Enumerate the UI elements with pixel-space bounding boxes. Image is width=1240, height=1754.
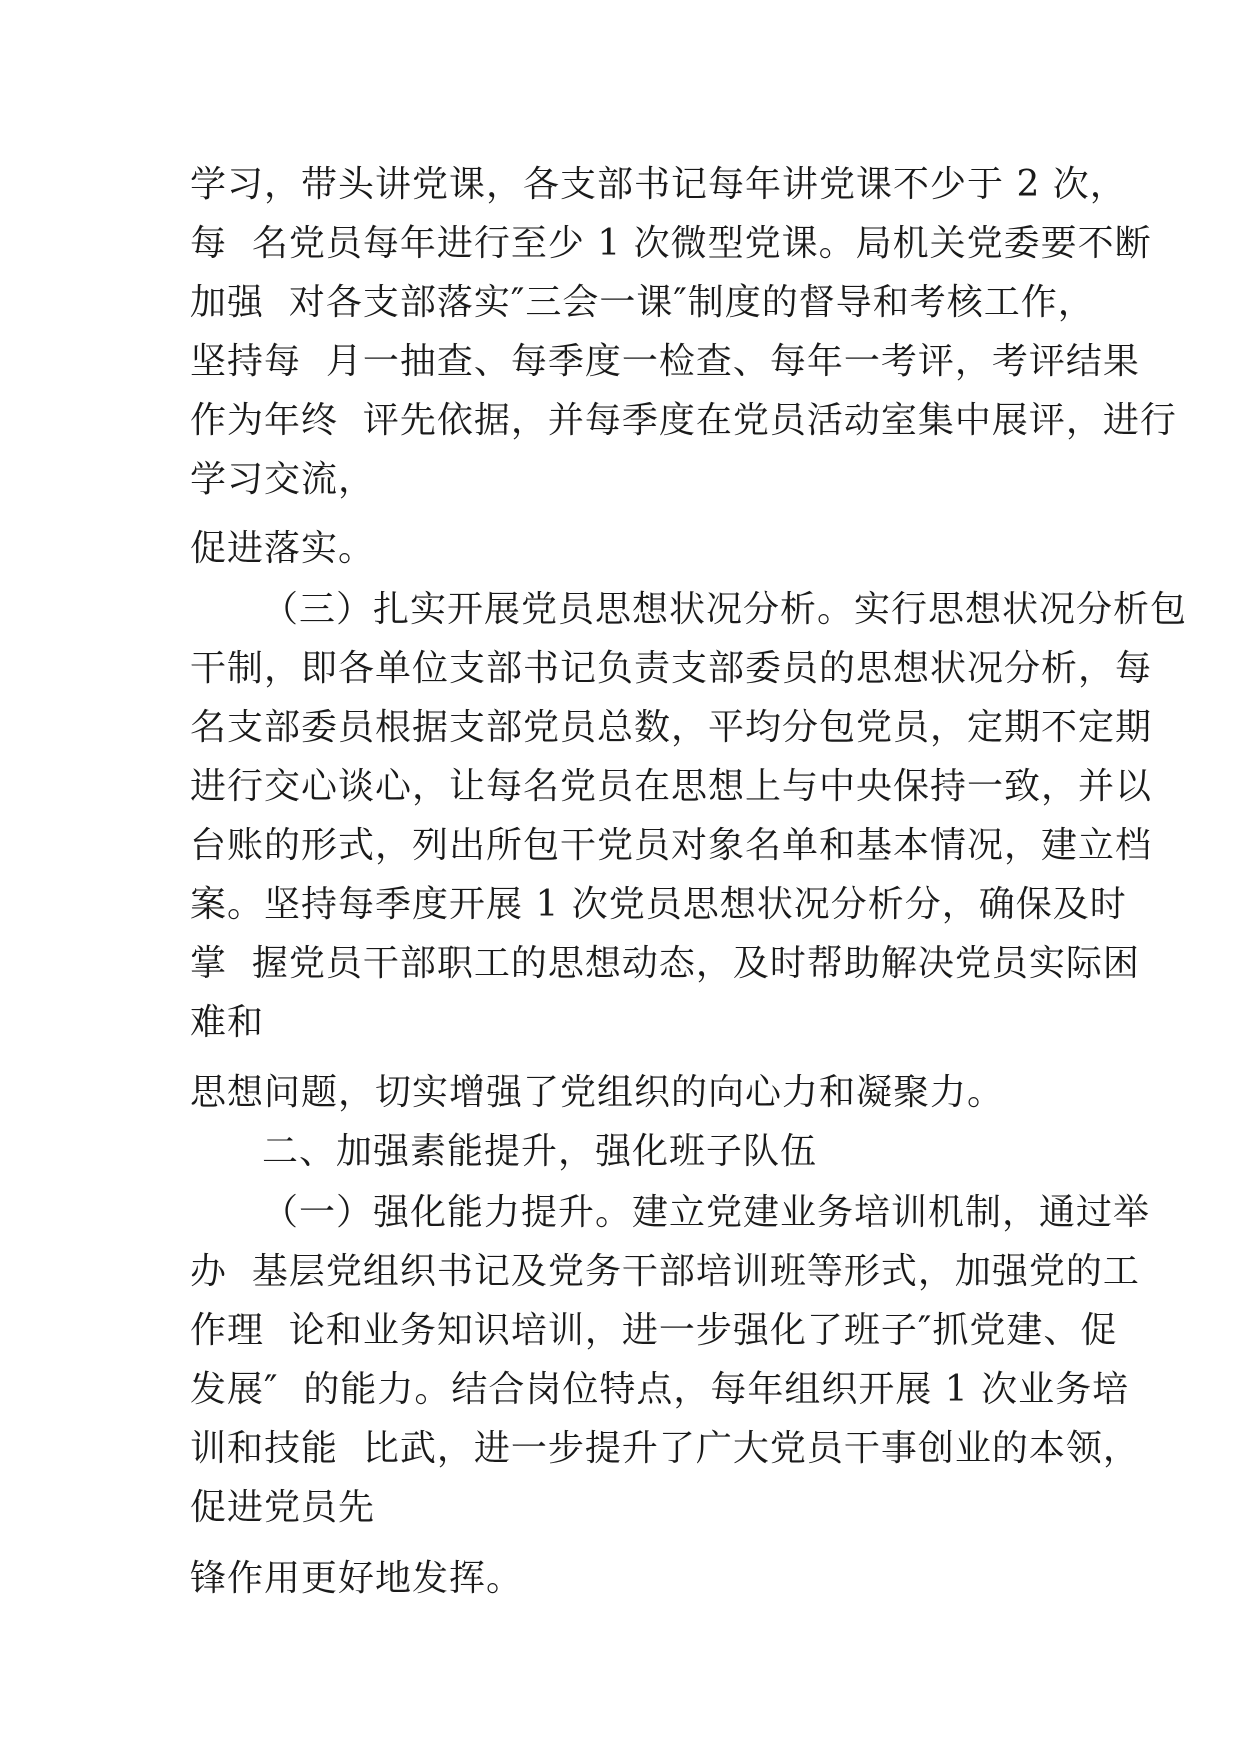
section-heading: 二、加强素能提升，强化班子队伍 xyxy=(262,1131,818,1172)
text-line: 台账的形式，列出所包干党员对象名单和基本情况，建立档 xyxy=(190,825,1153,866)
text-line: 加强 对各支部落实″三会一课″制度的督导和考核工作， xyxy=(190,282,1095,323)
text-line: 锋作用更好地发挥。 xyxy=(190,1558,524,1599)
text-line: 每 名党员每年进行至少 1 次微型党课。局机关党委要不断 xyxy=(190,223,1152,264)
text-line: 干制，即各单位支部书记负责支部委员的思想状况分析，每 xyxy=(190,648,1153,689)
text-line: 办 基层党组织书记及党务干部培训班等形式，加强党的工 xyxy=(190,1251,1140,1292)
text-line: 促进党员先 xyxy=(190,1487,376,1528)
paragraph-first-line: （三）扎实开展党员思想状况分析。实行思想状况分析包 xyxy=(262,589,1188,630)
paragraph-first-line: （一）强化能力提升。建立党建业务培训机制，通过举 xyxy=(262,1192,1151,1233)
text-line: 案。坚持每季度开展 1 次党员思想状况分析分，确保及时 xyxy=(190,884,1127,925)
text-line: 掌 握党员干部职工的思想动态，及时帮助解决党员实际困 xyxy=(190,943,1140,984)
text-line: 发展″ 的能力。结合岗位特点，每年组织开展 1 次业务培 xyxy=(190,1369,1130,1410)
text-line: 进行交心谈心，让每名党员在思想上与中央保持一致，并以 xyxy=(190,766,1153,807)
text-line: 训和技能 比武，进一步提升了广大党员干事创业的本领， xyxy=(190,1428,1140,1469)
text-line: 难和 xyxy=(190,1002,265,1043)
text-line: 学习，带头讲党课，各支部书记每年讲党课不少于 2 次， xyxy=(190,164,1127,205)
text-line: 思想问题，切实增强了党组织的向心力和凝聚力。 xyxy=(190,1072,1005,1113)
text-line: 作理 论和业务知识培训，进一步强化了班子″抓党建、促 xyxy=(190,1310,1118,1351)
text-line: 作为年终 评先依据，并每季度在党员活动室集中展评，进行 xyxy=(190,400,1177,441)
text-line: 坚持每 月一抽查、每季度一检查、每年一考评，考评结果 xyxy=(190,341,1140,382)
text-line: 名支部委员根据支部党员总数，平均分包党员，定期不定期 xyxy=(190,707,1153,748)
text-line: 学习交流， xyxy=(190,459,376,500)
text-line: 促进落实。 xyxy=(190,528,376,569)
